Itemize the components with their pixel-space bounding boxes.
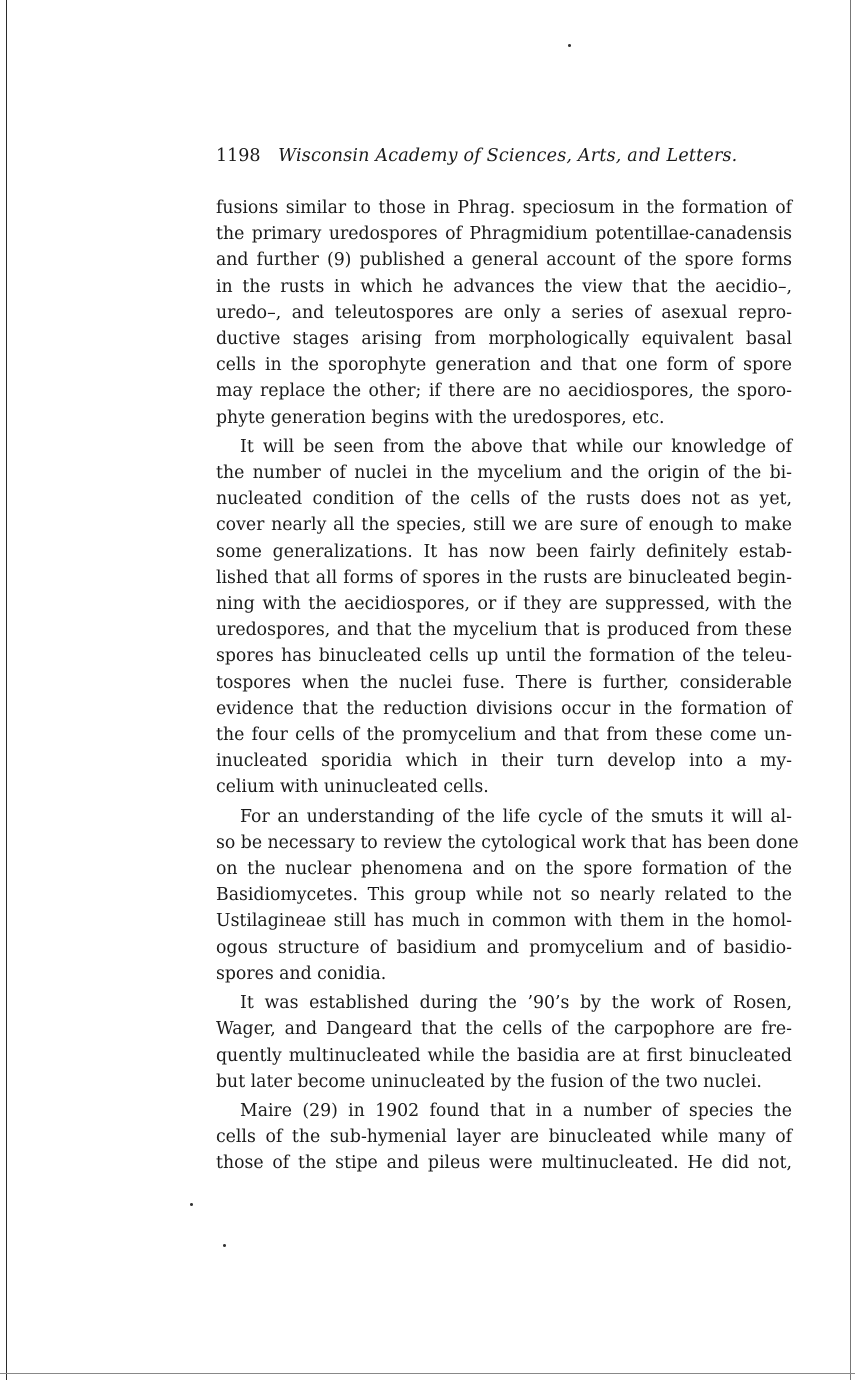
text-line: uredospores, and that the mycelium that is produced from these — [216, 620, 792, 641]
page-bottom-edge — [0, 1373, 855, 1380]
text-line: Maire (29) in 1902 found that in a number of species the — [240, 1100, 792, 1121]
running-title: Wisconsin Academy of Sciences, Arts, and Letters. — [278, 146, 738, 166]
scan-speck — [223, 1244, 226, 1247]
text-line: Wager, and Dangeard that the cells of the carpophore are fre- — [216, 1019, 792, 1040]
text-line: may replace the other; if there are no aecidiospores, the sporo- — [216, 381, 792, 402]
paragraph — [216, 434, 792, 801]
text-line: the number of nuclei in the mycelium and the origin of the bi- — [216, 463, 792, 484]
text-line: the four cells of the promycelium and that from these come un- — [216, 725, 792, 746]
paragraph — [216, 990, 792, 1095]
text-line: Basidiomycetes. This group while not so nearly related to the — [216, 885, 792, 906]
text-line: spores and conidia. — [216, 963, 387, 984]
text-line: It will be seen from the above that while our knowledge of — [240, 436, 792, 457]
text-line: cells of the sub-hymenial layer are binucleated while many of — [216, 1127, 792, 1148]
text-line: lished that all forms of spores in the rusts are binucleated begin- — [216, 567, 792, 588]
text-line: phyte generation begins with the uredospores, etc. — [216, 407, 665, 428]
text-line: nucleated condition of the cells of the rusts does not as yet, — [216, 489, 792, 510]
text-line: on the nuclear phenomena and on the spore formation of the — [216, 859, 792, 880]
text-line: some generalizations. It has now been fairly definitely estab- — [216, 541, 792, 562]
page-right-edge — [850, 0, 855, 1380]
paragraph — [216, 195, 792, 431]
body-text — [216, 195, 799, 1177]
text-line: It was established during the ’90’s by the work of Rosen, — [240, 993, 792, 1014]
text-line: evidence that the reduction divisions occur in the formation of — [216, 698, 792, 719]
text-line: ductive stages arising from morphologically equivalent basal — [216, 329, 792, 350]
text-line: Ustilagineae still has much in common with them in the homol- — [216, 911, 792, 932]
text-line: uredo–, and teleutospores are only a series of asexual repro- — [216, 302, 792, 323]
text-line: those of the stipe and pileus were multinucleated. He did not, — [216, 1153, 792, 1174]
text-line: cells in the sporophyte generation and that one form of spore — [216, 355, 792, 376]
page-number: 1198 — [216, 146, 261, 166]
text-line: For an understanding of the life cycle of the smuts it will al- — [240, 806, 792, 827]
page-left-edge — [0, 0, 7, 1380]
text-line: spores has binucleated cells up until the formation of the teleu- — [216, 646, 792, 667]
text-line: ning with the aecidiospores, or if they are suppressed, with the — [216, 594, 792, 615]
scan-speck — [190, 1203, 193, 1206]
running-header — [216, 146, 776, 166]
text-line: celium with uninucleated cells. — [216, 777, 489, 798]
text-line: so be necessary to review the cytological work that has been done — [216, 832, 799, 853]
scan-speck — [568, 44, 571, 47]
paragraph — [216, 1098, 792, 1177]
text-line: inucleated sporidia which in their turn develop into a my- — [216, 751, 792, 772]
text-line: tospores when the nuclei fuse. There is further, considerable — [216, 672, 792, 693]
text-line: and further (9) published a general account of the spore forms — [216, 250, 792, 271]
paragraph — [216, 804, 799, 987]
text-line: cover nearly all the species, still we are sure of enough to make — [216, 515, 792, 536]
text-line: fusions similar to those in Phrag. speciosum in the formation of — [216, 198, 792, 218]
text-line: but later become uninucleated by the fusion of the two nuclei. — [216, 1071, 762, 1092]
text-line: ogous structure of basidium and promycelium and of basidio- — [216, 937, 792, 958]
text-line: in the rusts in which he advances the view that the aecidio–, — [216, 276, 792, 297]
text-line: the primary uredospores of Phragmidium potentillae-canadensis — [216, 224, 792, 245]
text-line: quently multinucleated while the basidia are at first binucleated — [216, 1045, 792, 1066]
